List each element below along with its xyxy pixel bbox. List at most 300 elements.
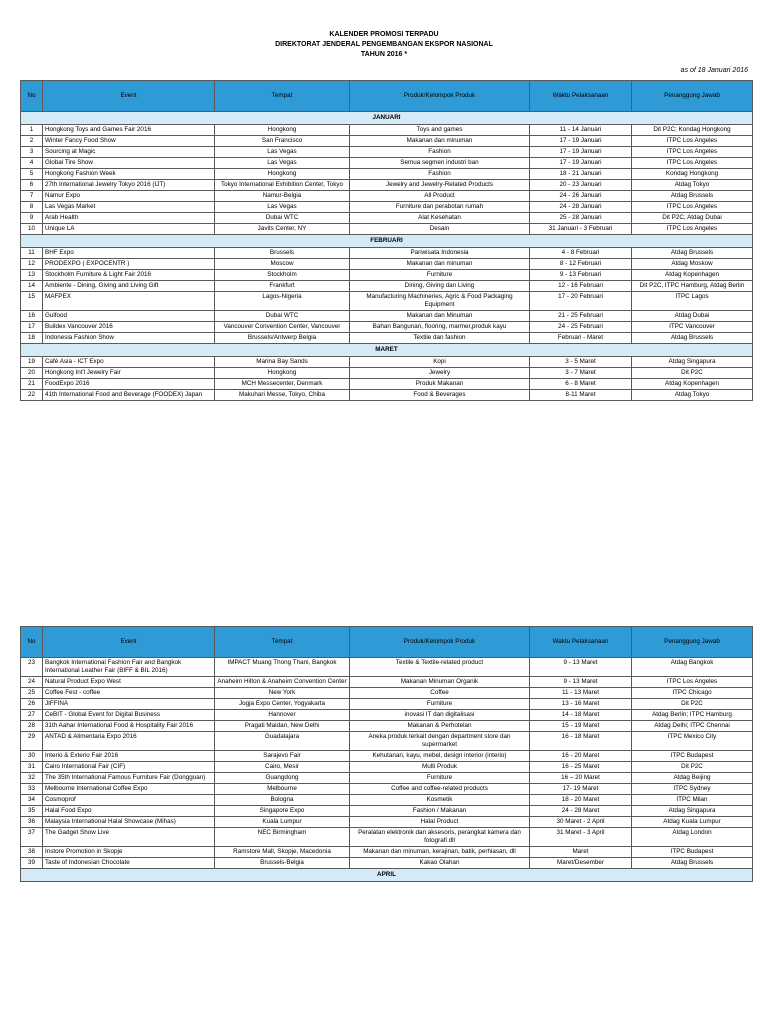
table-row (21, 292, 753, 311)
cell-no: 36 (21, 817, 43, 828)
cell-time: 18 - 21 Januari (530, 169, 632, 180)
cell-product: Fashion (350, 169, 530, 180)
cell-event: Cosmoprof (43, 795, 215, 806)
cell-event: The 35th International Famous Furniture Fair (Dongguan) (43, 773, 215, 784)
cell-no: 11 (21, 248, 43, 259)
cell-event: Bangkok International Fashion Fair and Bangkok International Leather Fair (BIFF & BIL 2016) (43, 658, 215, 677)
table-row (21, 379, 753, 390)
cell-no: 15 (21, 292, 43, 311)
cell-pic: Dit P2C (632, 699, 753, 710)
cell-product: Textile & Textile-related product (350, 658, 530, 677)
cell-pic: Atdag Singapura (632, 357, 753, 368)
cell-product: Makanan dan Minuman (350, 311, 530, 322)
cell-event: Winter Fancy Food Show (43, 136, 215, 147)
table-row (21, 248, 753, 259)
column-header-no: No (21, 627, 43, 658)
cell-product: Fashion / Makanan (350, 806, 530, 817)
cell-place: Hannover (215, 710, 350, 721)
cell-time: 31 Januari - 3 Februari (530, 224, 632, 235)
cell-product: Kakao Olahan (350, 858, 530, 869)
document-title: KALENDER PROMOSI TERPADU (329, 31, 439, 38)
cell-time: 14 - 18 Maret (530, 710, 632, 721)
cell-product: Fashion (350, 147, 530, 158)
cell-place: New York (215, 688, 350, 699)
cell-event: Taste of Indonesian Chocolate (43, 858, 215, 869)
cell-no: 26 (21, 699, 43, 710)
cell-time: 12 - 16 Februari (530, 281, 632, 292)
cell-event: Coffee Fest - coffee (43, 688, 215, 699)
table-row (21, 858, 753, 869)
cell-pic: ITPC Chicago (632, 688, 753, 699)
cell-place: Frankfurt (215, 281, 350, 292)
cell-pic: Atdag Moskow (632, 259, 753, 270)
column-header-product: Produk/Kelompok Produk (350, 627, 530, 658)
cell-place: Guadalajara (215, 732, 350, 751)
cell-event: Café Asia - ICT Expo (43, 357, 215, 368)
table-row (21, 169, 753, 180)
cell-event: Malaysia International Halal Showcase (Mihas) (43, 817, 215, 828)
table-row (21, 191, 753, 202)
cell-time: 24 - 28 Maret (530, 806, 632, 817)
cell-no: 37 (21, 828, 43, 847)
cell-place: Hongkong (215, 125, 350, 136)
cell-no: 5 (21, 169, 43, 180)
cell-place: Lagos-Nigeria (215, 292, 350, 311)
month-row (21, 112, 753, 125)
cell-time: 3 - 7 Maret (530, 368, 632, 379)
column-header-event: Event (43, 81, 215, 112)
event-table-2 (20, 626, 753, 882)
cell-pic: Atdag London (632, 828, 753, 847)
cell-pic: ITPC Sydney (632, 784, 753, 795)
table-row (21, 817, 753, 828)
table-row (21, 357, 753, 368)
cell-time: 31 Maret - 3 April (530, 828, 632, 847)
cell-no: 16 (21, 311, 43, 322)
cell-product: Furniture (350, 699, 530, 710)
cell-place: Cairo, Mesir (215, 762, 350, 773)
table-row (21, 795, 753, 806)
table-row (21, 390, 753, 401)
cell-product: Jewelry and Jewelry-Related Products (350, 180, 530, 191)
cell-product: Halal Product (350, 817, 530, 828)
cell-time: 3 - 5 Maret (530, 357, 632, 368)
cell-product: Aneka produk terkait dengan department store dan supermarket (350, 732, 530, 751)
cell-product: Manufacturing Machineries, Agric & Food Packaging Equipment (350, 292, 530, 311)
month-label: MARET (21, 344, 753, 357)
cell-place: Singapore Expo (215, 806, 350, 817)
cell-event: Unique LA (43, 224, 215, 235)
cell-place: Las Vegas (215, 147, 350, 158)
cell-pic: Atdag Brussels (632, 191, 753, 202)
cell-place: Kuala Lumpur (215, 817, 350, 828)
month-row (21, 235, 753, 248)
cell-product: Furniture (350, 773, 530, 784)
cell-place: Dubai WTC (215, 213, 350, 224)
cell-time: 24 - 28 Januari (530, 202, 632, 213)
cell-event: Buildex Vancouver 2016 (43, 322, 215, 333)
table-row (21, 828, 753, 847)
cell-place: Vancouver Convention Center, Vancouver (215, 322, 350, 333)
cell-time: 15 - 19 Maret (530, 721, 632, 732)
table-row (21, 773, 753, 784)
cell-time: 17 - 19 Januari (530, 147, 632, 158)
cell-time: 8-11 Maret (530, 390, 632, 401)
cell-time: 24 - 26 Januari (530, 191, 632, 202)
cell-product: inovasi IT dan digitalisasi (350, 710, 530, 721)
column-header-pic: Penanggung Jawab (632, 81, 753, 112)
cell-event: Indonesia Fashion Show (43, 333, 215, 344)
cell-event: Hongkong Int'l Jewelry Fair (43, 368, 215, 379)
cell-product: Toys and games (350, 125, 530, 136)
cell-place: Sarajevo Fair (215, 751, 350, 762)
cell-product: Makanan Minuman Organik (350, 677, 530, 688)
document-subtitle: DIREKTORAT JENDERAL PENGEMBANGAN EKSPOR NASIONAL (275, 41, 493, 48)
cell-no: 25 (21, 688, 43, 699)
cell-event: Sourcing at Magic (43, 147, 215, 158)
cell-event: Gulfood (43, 311, 215, 322)
cell-event: Arab Health (43, 213, 215, 224)
cell-time: 11 - 14 Januari (530, 125, 632, 136)
cell-pic: Atdag Kuala Lumpur (632, 817, 753, 828)
cell-event: MAFPEX (43, 292, 215, 311)
cell-time: Maret/Desember (530, 858, 632, 869)
cell-pic: Atdag Delhi; ITPC Chennai (632, 721, 753, 732)
cell-no: 9 (21, 213, 43, 224)
table-row (21, 311, 753, 322)
cell-no: 32 (21, 773, 43, 784)
cell-product: All Product (350, 191, 530, 202)
table-row (21, 281, 753, 292)
cell-no: 24 (21, 677, 43, 688)
cell-place: IMPACT Muang Thong Thani, Bangkok (215, 658, 350, 677)
column-header-pic: Penanggung Jawab (632, 627, 753, 658)
cell-product: Dining, Giving dan Living (350, 281, 530, 292)
cell-no: 23 (21, 658, 43, 677)
cell-pic: Atdag Brussels (632, 333, 753, 344)
cell-no: 17 (21, 322, 43, 333)
cell-time: 9 - 13 Maret (530, 677, 632, 688)
cell-place: Ramstore Mall, Skopje, Macedonia (215, 847, 350, 858)
cell-event: Global Tire Show (43, 158, 215, 169)
cell-pic: ITPC Los Angeles (632, 202, 753, 213)
cell-time: Maret (530, 847, 632, 858)
cell-no: 31 (21, 762, 43, 773)
cell-event: 31th Aahar International Food & Hospitality Fair 2016 (43, 721, 215, 732)
cell-pic: Atdag Berlin; ITPC Hamburg (632, 710, 753, 721)
cell-time: 17 - 19 Januari (530, 136, 632, 147)
cell-product: Bahan Bangunan, flooring, marmer,produk kayu (350, 322, 530, 333)
cell-place: Dubai WTC (215, 311, 350, 322)
cell-time: 18 - 20 Maret (530, 795, 632, 806)
cell-pic: Dit P2C, ITPC Hamburg, Atdag Berlin (632, 281, 753, 292)
cell-event: Hongkong Toys and Games Fair 2016 (43, 125, 215, 136)
cell-pic: Dit P2C (632, 762, 753, 773)
table-row (21, 658, 753, 677)
cell-pic: Atdag Kopenhagen (632, 379, 753, 390)
table-row (21, 136, 753, 147)
cell-pic: ITPC Los Angeles (632, 677, 753, 688)
cell-product: Food & Beverages (350, 390, 530, 401)
cell-place: Brussels (215, 248, 350, 259)
cell-no: 10 (21, 224, 43, 235)
table-row (21, 847, 753, 858)
cell-event: FoodExpo 2016 (43, 379, 215, 390)
cell-event: 41th International Food and Beverage (FOODEX) Japan (43, 390, 215, 401)
cell-pic: ITPC Los Angeles (632, 136, 753, 147)
cell-product: Furniture (350, 270, 530, 281)
cell-product: Kehutanan, kayu, mebel, design interior (interio) (350, 751, 530, 762)
cell-time: 16 – 20 Maret (530, 773, 632, 784)
cell-product: Multi Produk (350, 762, 530, 773)
table-row (21, 732, 753, 751)
cell-event: BHF Expo (43, 248, 215, 259)
cell-no: 27 (21, 710, 43, 721)
cell-product: Kosmetik (350, 795, 530, 806)
cell-place: Guangdong (215, 773, 350, 784)
cell-place: Hongkong (215, 368, 350, 379)
cell-no: 35 (21, 806, 43, 817)
cell-no: 39 (21, 858, 43, 869)
cell-pic: Atdag Tokyo (632, 180, 753, 191)
table-row (21, 259, 753, 270)
column-header-time: Waktu Pelaksanaan (530, 627, 632, 658)
cell-pic: ITPC Los Angeles (632, 147, 753, 158)
table-header-row (21, 81, 753, 112)
cell-place: Anaheim Hilton & Anaheim Convention Center (215, 677, 350, 688)
cell-place: Makuhari Messe, Tokyo, Chiba (215, 390, 350, 401)
cell-product: Coffee (350, 688, 530, 699)
cell-time: 17 - 19 Januari (530, 158, 632, 169)
table-row (21, 806, 753, 817)
cell-no: 4 (21, 158, 43, 169)
cell-time: 16 - 25 Maret (530, 762, 632, 773)
cell-time: 9 - 13 Februari (530, 270, 632, 281)
cell-place: Hongkong (215, 169, 350, 180)
cell-no: 28 (21, 721, 43, 732)
table-row (21, 158, 753, 169)
cell-place: Jogja Expo Center, Yogyakarta (215, 699, 350, 710)
table-row (21, 368, 753, 379)
event-table-1 (20, 80, 753, 401)
cell-place: Las Vegas (215, 158, 350, 169)
cell-no: 12 (21, 259, 43, 270)
cell-no: 3 (21, 147, 43, 158)
cell-time: 16 - 18 Maret (530, 732, 632, 751)
cell-event: Instore Promotion in Skopje (43, 847, 215, 858)
table-row (21, 213, 753, 224)
table-row (21, 147, 753, 158)
cell-place: Las Vegas (215, 202, 350, 213)
cell-no: 2 (21, 136, 43, 147)
cell-no: 38 (21, 847, 43, 858)
cell-no: 18 (21, 333, 43, 344)
cell-product: Makanan dan minuman (350, 136, 530, 147)
column-header-product: Produk/Kelompok Produk (350, 81, 530, 112)
cell-place: Brussels/Antwerp Belgia (215, 333, 350, 344)
cell-place: Pragati Maidan, New Delhi (215, 721, 350, 732)
cell-pic: Atdag Kopenhagen (632, 270, 753, 281)
cell-no: 8 (21, 202, 43, 213)
cell-place: Melbourne (215, 784, 350, 795)
cell-pic: Dit P2C; Kondag Hongkong (632, 125, 753, 136)
cell-event: ANTAD & Alimentaria Expo 2016 (43, 732, 215, 751)
cell-no: 33 (21, 784, 43, 795)
cell-place: Stockholm (215, 270, 350, 281)
table-row (21, 125, 753, 136)
cell-no: 20 (21, 368, 43, 379)
cell-time: 24 - 25 Februari (530, 322, 632, 333)
column-header-no: No (21, 81, 43, 112)
cell-event: Namur Expo (43, 191, 215, 202)
cell-product: Desain (350, 224, 530, 235)
cell-no: 21 (21, 379, 43, 390)
cell-pic: Atdag Brussels (632, 858, 753, 869)
cell-no: 13 (21, 270, 43, 281)
cell-place: Bologna (215, 795, 350, 806)
month-row (21, 344, 753, 357)
table-row (21, 270, 753, 281)
cell-product: Peralatan elektronik dan aksesoris, perangkat kamera dan fotografi dll (350, 828, 530, 847)
table-row (21, 762, 753, 773)
cell-event: Melbourne International Coffee Expo (43, 784, 215, 795)
cell-place: Tokyo International Exhibition Center, Tokyo (215, 180, 350, 191)
table-row (21, 699, 753, 710)
cell-place: San Francisco (215, 136, 350, 147)
cell-place: Marina Bay Sands (215, 357, 350, 368)
cell-event: Las Vegas Market (43, 202, 215, 213)
month-row (21, 869, 753, 882)
cell-event: Natural Product Expo West (43, 677, 215, 688)
cell-product: Kopi (350, 357, 530, 368)
column-header-event: Event (43, 627, 215, 658)
cell-time: 13 - 16 Maret (530, 699, 632, 710)
cell-event: JIFFINA (43, 699, 215, 710)
cell-pic: Atdag Bangkok (632, 658, 753, 677)
cell-event: Ambiente - Dining, Giving and Living Gift (43, 281, 215, 292)
table-row (21, 333, 753, 344)
table-row (21, 202, 753, 213)
cell-product: Makanan dan minuman (350, 259, 530, 270)
cell-time: 9 - 13 Maret (530, 658, 632, 677)
cell-time: 17 - 20 Februari (530, 292, 632, 311)
cell-product: Coffee and coffee-related products (350, 784, 530, 795)
cell-place: Namur-Belgia (215, 191, 350, 202)
table-row (21, 784, 753, 795)
cell-time: 21 - 25 Februari (530, 311, 632, 322)
cell-pic: ITPC Budapest (632, 847, 753, 858)
table-row (21, 677, 753, 688)
column-header-time: Waktu Pelaksanaan (530, 81, 632, 112)
cell-no: 6 (21, 180, 43, 191)
cell-place: Moscow (215, 259, 350, 270)
cell-event: PRODEXPO ( EXPOCENTR ) (43, 259, 215, 270)
cell-place: NEC Birmingham (215, 828, 350, 847)
table-row (21, 721, 753, 732)
cell-product: Semua segmen industri ban (350, 158, 530, 169)
as-of-date: as of 18 Januari 2016 (680, 67, 748, 74)
cell-place: MCH Messecenter, Denmark (215, 379, 350, 390)
cell-product: Furniture dan perabotan rumah (350, 202, 530, 213)
cell-no: 14 (21, 281, 43, 292)
cell-time: 8 - 12 Februari (530, 259, 632, 270)
column-header-place: Tempat (215, 627, 350, 658)
cell-event: The Gadget Show Live (43, 828, 215, 847)
cell-no: 22 (21, 390, 43, 401)
cell-time: 11 - 13 Maret (530, 688, 632, 699)
cell-pic: ITPC Budapest (632, 751, 753, 762)
cell-pic: Atdag Singapura (632, 806, 753, 817)
cell-event: Cairo International Fair (CIF) (43, 762, 215, 773)
month-label: APRIL (21, 869, 753, 882)
cell-event: Hongkong Fashion Week (43, 169, 215, 180)
cell-product: Pariwisata Indonesia (350, 248, 530, 259)
cell-product: Produk Makanan (350, 379, 530, 390)
cell-pic: Kondag Hongkong (632, 169, 753, 180)
cell-event: 27th International Jewelry Tokyo 2016 (IJT) (43, 180, 215, 191)
cell-pic: Atdag Brussels (632, 248, 753, 259)
cell-no: 19 (21, 357, 43, 368)
cell-pic: ITPC Los Angeles (632, 158, 753, 169)
cell-pic: Dit P2C, Atdag Dubai (632, 213, 753, 224)
cell-pic: ITPC Milan (632, 795, 753, 806)
cell-pic: ITPC Mexico City (632, 732, 753, 751)
cell-no: 1 (21, 125, 43, 136)
cell-pic: Atdag Tokyo (632, 390, 753, 401)
cell-event: Interio & Exterio Fair 2016 (43, 751, 215, 762)
cell-pic: Dit P2C (632, 368, 753, 379)
cell-no: 34 (21, 795, 43, 806)
cell-pic: Atdag Beijing (632, 773, 753, 784)
table-row (21, 710, 753, 721)
table-row (21, 224, 753, 235)
cell-time: 25 - 28 Januari (530, 213, 632, 224)
cell-product: Jewelry (350, 368, 530, 379)
cell-no: 7 (21, 191, 43, 202)
table-row (21, 688, 753, 699)
month-label: FEBRUARI (21, 235, 753, 248)
cell-time: 16 - 20 Maret (530, 751, 632, 762)
cell-pic: ITPC Los Angeles (632, 224, 753, 235)
cell-pic: ITPC Lagos (632, 292, 753, 311)
cell-event: Halal Food Expo (43, 806, 215, 817)
cell-place: Brussels-Belgia (215, 858, 350, 869)
cell-product: Makanan dan minuman, kerajinan, batik, perhiasan, dll (350, 847, 530, 858)
table-row (21, 322, 753, 333)
table-row (21, 180, 753, 191)
cell-product: Makanan & Perhotelan (350, 721, 530, 732)
cell-no: 29 (21, 732, 43, 751)
cell-pic: Atdag Dubai (632, 311, 753, 322)
cell-time: 4 - 8 Februari (530, 248, 632, 259)
table-row (21, 751, 753, 762)
cell-time: 30 Maret - 2 April (530, 817, 632, 828)
document-year: TAHUN 2016 * (360, 51, 408, 58)
column-header-place: Tempat (215, 81, 350, 112)
cell-event: CeBIT - Global Event for Digital Business (43, 710, 215, 721)
cell-product: Alat Kesehatan (350, 213, 530, 224)
cell-time: 17- 19 Maret (530, 784, 632, 795)
table-header-row (21, 627, 753, 658)
cell-pic: ITPC Vancouver (632, 322, 753, 333)
cell-place: Javits Center, NY (215, 224, 350, 235)
month-label: JANUARI (21, 112, 753, 125)
cell-no: 30 (21, 751, 43, 762)
cell-time: Februari - Maret (530, 333, 632, 344)
cell-time: 20 - 23 Januari (530, 180, 632, 191)
cell-event: Stockholm Furniture & Light Fair 2016 (43, 270, 215, 281)
cell-time: 6 - 8 Maret (530, 379, 632, 390)
